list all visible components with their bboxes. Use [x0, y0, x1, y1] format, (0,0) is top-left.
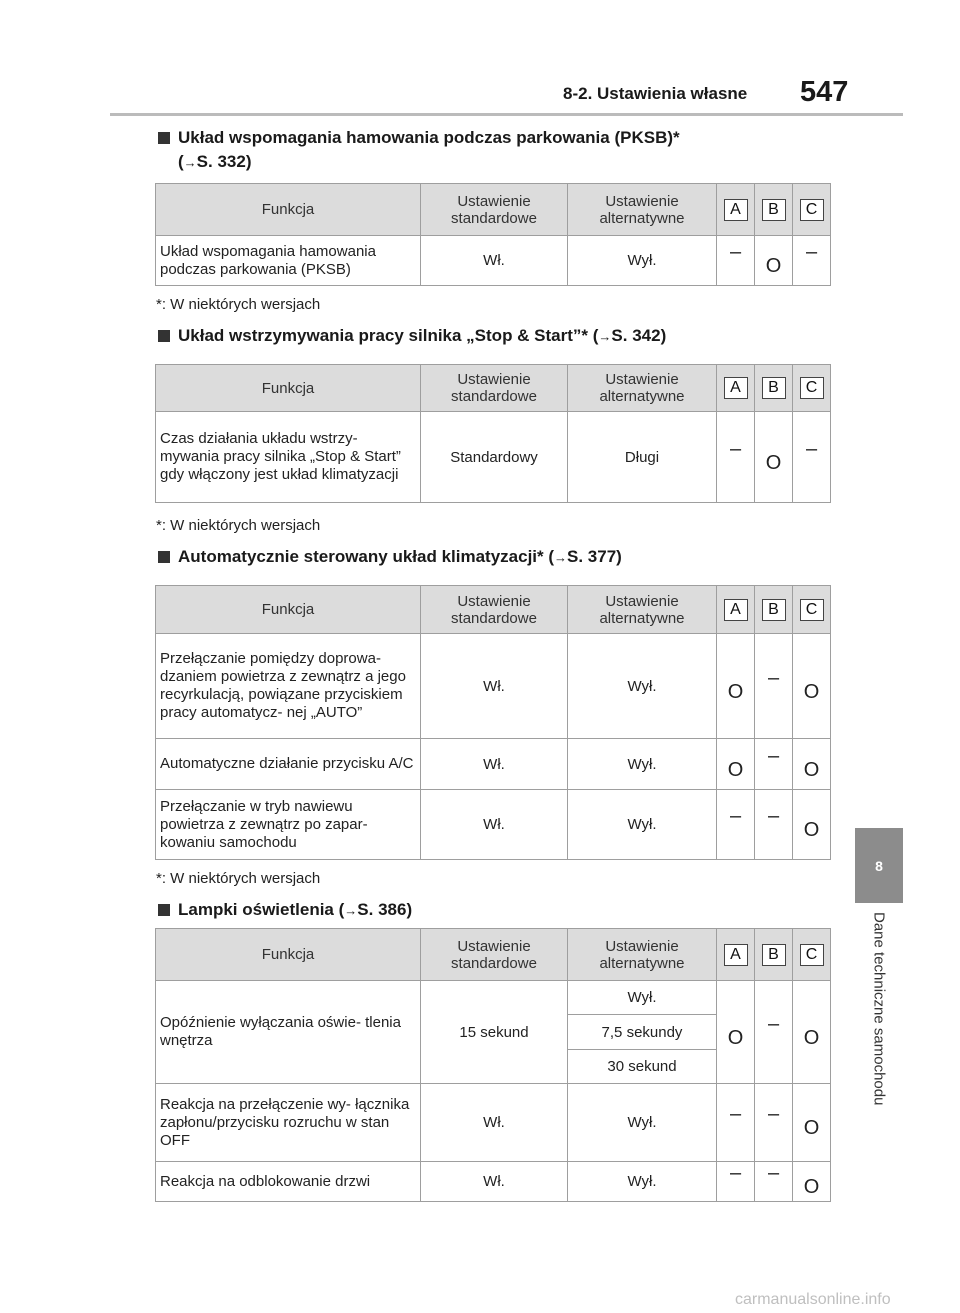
section-heading: 8-2. Ustawienia własne	[563, 84, 748, 103]
table-row: Układ wspomagania hamowania podczas parkowania (PKSB) Wł. Wył. – O –	[156, 236, 831, 286]
section-title-stop-start: Układ wstrzymywania pracy silnika „Stop & Start”* (→S. 342)	[158, 324, 666, 349]
col-func: Funkcja	[156, 184, 421, 236]
table-header-row: Funkcja Ustawienie standardowe Ustawienie alternatywne A B C	[156, 586, 831, 634]
arrow-icon: →	[183, 155, 197, 170]
col-a: A	[724, 199, 748, 221]
footnote: *: W niektórych wersjach	[156, 517, 321, 534]
table-lamps	[155, 928, 831, 1202]
bullet-icon	[158, 330, 170, 342]
table-row: Reakcja na odblokowanie drzwi Wł. Wył. – – O	[156, 1162, 831, 1202]
table-header-row: Funkcja Ustawienie standardowe Ustawienie alternatywne A B C	[156, 365, 831, 412]
col-b: B	[762, 199, 786, 221]
table-stop-start	[155, 364, 831, 503]
page-header	[0, 0, 960, 115]
table-row: Przełączanie w tryb nawiewu powietrza z zewnątrz po zapar- kowaniu samochodu Wł. Wył. – – O	[156, 790, 831, 860]
arrow-icon: →	[344, 903, 358, 918]
col-c: C	[800, 199, 824, 221]
table-climate	[155, 585, 831, 860]
bullet-icon	[158, 904, 170, 916]
bullet-icon	[158, 132, 170, 144]
table-row: Automatyczne działanie przycisku A/C Wł. Wył. O – O	[156, 739, 831, 790]
table-row: Opóźnienie wyłączania oświe- tlenia wnętrza 15 sekund Wył. O – O	[156, 981, 831, 1015]
chapter-label: Dane techniczne samochodu	[870, 912, 888, 1106]
section-title-lamps: Lampki oświetlenia (→S. 386)	[158, 898, 412, 923]
bullet-icon	[158, 551, 170, 563]
footnote: *: W niektórych wersjach	[156, 870, 321, 887]
table-header-row: Funkcja Ustawienie standardowe Ustawienie alternatywne A B C	[156, 929, 831, 981]
section-title-pksb: Układ wspomagania hamowania podczas parkowania (PKSB)* (→S. 332)	[158, 126, 680, 175]
table-row: 30 sekund	[156, 1050, 831, 1084]
table-row: Przełączanie pomiędzy doprowa- dzaniem powietrza z zewnątrz a jego recyrkulacją, powiązane przyciskiem pracy automatycz- nej „AUTO” Wł. Wył. O – O	[156, 634, 831, 739]
footnote: *: W niektórych wersjach	[156, 296, 321, 313]
chapter-tab: 8	[855, 828, 903, 903]
page-number: 547	[800, 76, 849, 108]
arrow-icon: →	[554, 550, 568, 565]
table-header-row	[156, 184, 831, 236]
col-default: Ustawienie standardowe	[421, 184, 568, 236]
section-title-climate: Automatycznie sterowany układ klimatyzacji* (→S. 377)	[158, 545, 622, 570]
table-row: 7,5 sekundy	[156, 1015, 831, 1050]
header-divider	[110, 113, 903, 116]
col-alt: Ustawienie alternatywne	[568, 184, 717, 236]
table-row: Reakcja na przełączenie wy- łącznika zapłonu/przycisku rozruchu w stan OFF Wł. Wył. – – O	[156, 1084, 831, 1162]
watermark: carmanualsonline.info	[735, 1291, 891, 1308]
arrow-icon: →	[598, 329, 612, 344]
table-row: Czas działania układu wstrzy- mywania pracy silnika „Stop & Start” gdy włączony jest układ klimatyzacji Standardowy Długi – O –	[156, 412, 831, 503]
table-pksb	[155, 183, 831, 286]
